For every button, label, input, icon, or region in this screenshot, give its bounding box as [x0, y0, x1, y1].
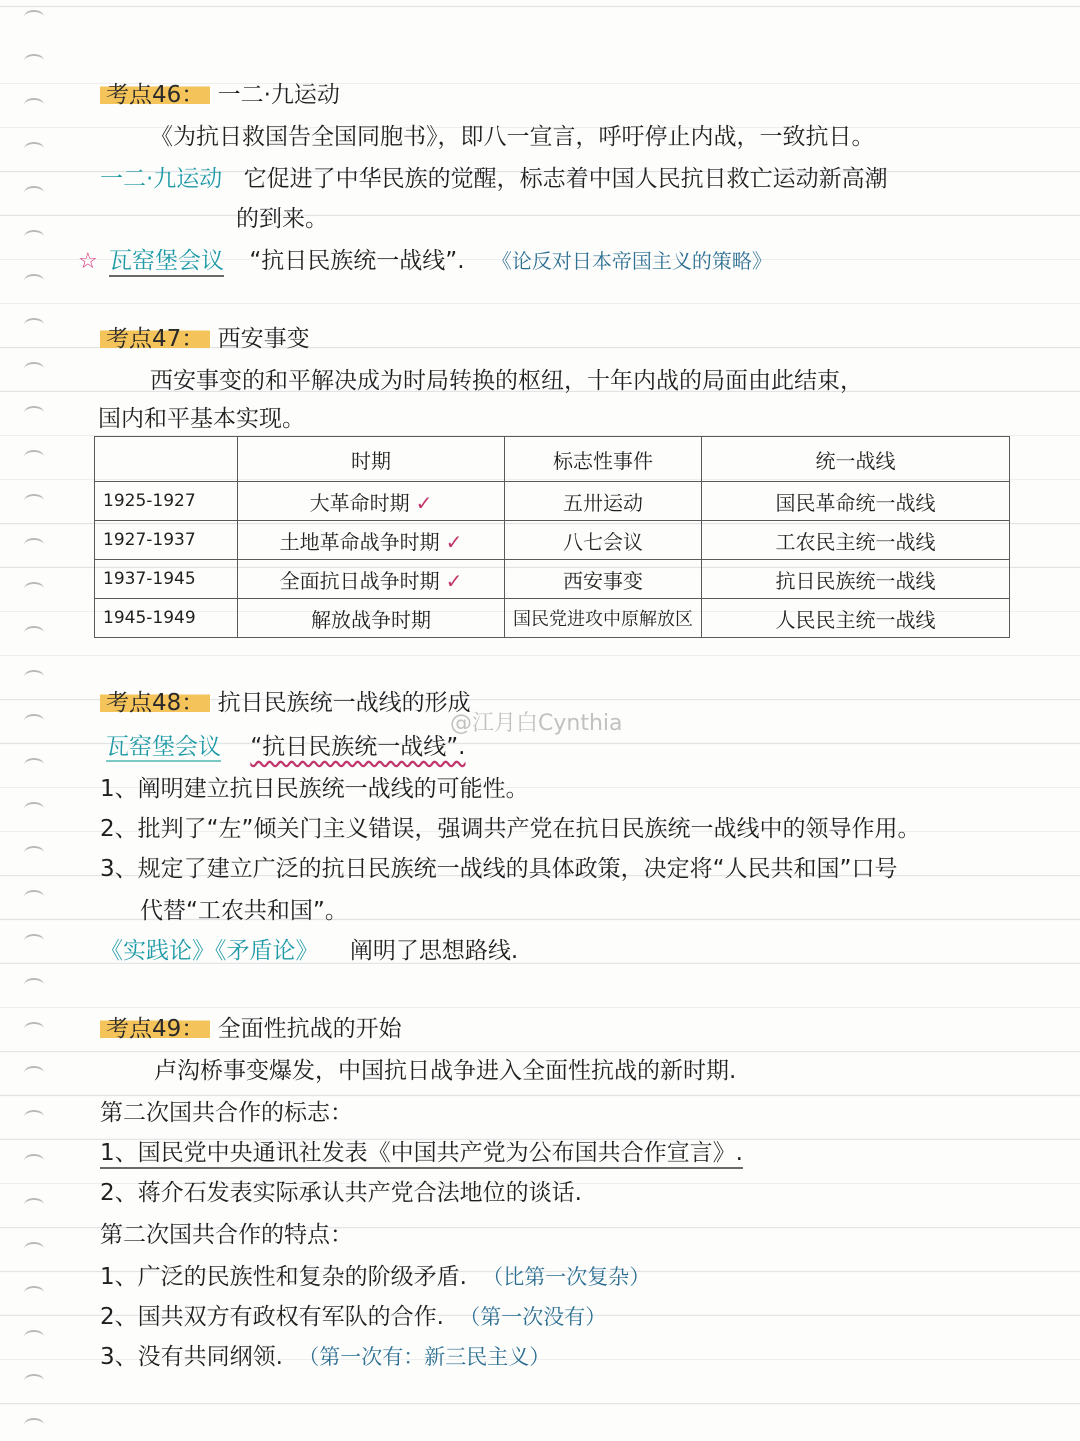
binder-hole: [24, 362, 44, 376]
s49-title: 全面性抗战的开始: [217, 1016, 402, 1042]
binder-hole: [24, 1374, 44, 1388]
s47-title: 西安事变: [217, 326, 310, 352]
table-cell-period: [238, 482, 505, 521]
s48-line6: [100, 936, 518, 966]
table-cell-period: [238, 560, 505, 599]
s49-line4: 2、蒋介石发表实际承认共产党合法地位的谈话.: [100, 1180, 582, 1206]
binder-hole: [24, 802, 44, 816]
period-text: 全面抗日战争时期: [279, 568, 440, 593]
s49-line7: [100, 1302, 606, 1332]
s46-line1: 《为抗日救国告全国同胞书》，即八一宣言，呼吁停止内战，一致抗日。: [150, 124, 875, 150]
table-cell-event: 五卅运动: [505, 482, 702, 521]
table-cell-event: 西安事变: [505, 560, 702, 599]
table-cell-period: [238, 521, 505, 560]
s48-title: 抗日民族统一战线的形成: [217, 690, 471, 716]
s49-line5: 第二次国共合作的特点：: [100, 1222, 353, 1248]
s49-line3: [100, 1138, 743, 1168]
s48-line1-quote: “抗日民族统一战线”.: [250, 734, 466, 760]
binder-hole: [24, 318, 44, 332]
table-cell-event: 国民党进攻中原解放区: [505, 599, 702, 638]
binder-hole: [24, 10, 44, 24]
s48-line2: 1、阐明建立抗日民族统一战线的可能性。: [100, 776, 529, 802]
s48-line1-label: 瓦窑堡会议: [106, 734, 221, 760]
binder-hole: [24, 1110, 44, 1124]
binder-hole: [24, 1154, 44, 1168]
binder-hole: [24, 1418, 44, 1432]
binder-hole: [24, 890, 44, 904]
period-text: 大革命时期: [309, 490, 410, 515]
binder-hole: [24, 406, 44, 420]
table-cell-years: 1925-1927: [95, 482, 238, 521]
table-row: [95, 599, 1010, 638]
s48-line3: 2、批判了“左”倾关门主义错误，强调共产党在抗日民族统一战线中的领导作用。: [100, 816, 921, 842]
s49-line6-note: （比第一次复杂）: [482, 1265, 651, 1289]
s46-line3: 的到来。: [236, 206, 328, 232]
binder-hole: [24, 1286, 44, 1300]
s46-line4-label: 瓦窑堡会议: [109, 248, 224, 277]
table-header-cell: [95, 437, 238, 482]
weibo-watermark: @江月白Cynthia: [450, 711, 623, 736]
binder-hole: [24, 186, 44, 200]
s49-line7-text: 2、国共双方有政权有军队的合作.: [100, 1304, 444, 1330]
table-cell-front: 工农民主统一战线: [702, 521, 1010, 560]
table-header-row: [95, 437, 1010, 482]
s47-line2: 国内和平基本实现。: [98, 406, 305, 432]
binder-hole: [24, 1198, 44, 1212]
binder-hole: [24, 714, 44, 728]
binder-hole: [24, 450, 44, 464]
s47-heading: [100, 324, 310, 354]
binder-hole: [24, 626, 44, 640]
checkmark-icon: ✓: [445, 568, 463, 593]
binder-holes: [14, 0, 54, 1441]
united-front-table: [94, 436, 1010, 638]
binder-hole: [24, 538, 44, 552]
s49-line2: 第二次国共合作的标志：: [100, 1100, 353, 1126]
s46-title: 一二·九运动: [217, 82, 340, 108]
period-text: 土地革命战争时期: [279, 529, 440, 554]
star-icon: ☆: [78, 249, 98, 274]
binder-hole: [24, 1022, 44, 1036]
s46-line2: [100, 164, 888, 194]
s48-line5: 代替“工农共和国”。: [140, 898, 348, 924]
table-row: [95, 560, 1010, 599]
s49-line6: [100, 1262, 650, 1292]
s47-line1: 西安事变的和平解决成为时局转换的枢纽，十年内战的局面由此结束，: [150, 368, 863, 394]
table-header-cell: 时期: [238, 437, 505, 482]
binder-hole: [24, 978, 44, 992]
s46-line2-label: 一二·九运动: [100, 166, 223, 192]
s49-line8: [100, 1342, 550, 1372]
s48-tag: 考点48：: [100, 690, 210, 716]
table-cell-period: 解放战争时期: [238, 599, 505, 638]
s48-line4: 3、规定了建立广泛的抗日民族统一战线的具体政策，决定将“人民共和国”口号: [100, 856, 898, 882]
s48-line6-books: 《实践论》《矛盾论》: [100, 938, 319, 964]
table-cell-front: 人民民主统一战线: [702, 599, 1010, 638]
binder-hole: [24, 846, 44, 860]
s46-line2-text: 它促进了中华民族的觉醒，标志着中国人民抗日救亡运动新高潮: [243, 166, 888, 192]
s46-tag: 考点46：: [100, 82, 210, 108]
table-cell-years: 1937-1945: [95, 560, 238, 599]
s49-line8-text: 3、没有共同纲领.: [100, 1344, 283, 1370]
binder-hole: [24, 1242, 44, 1256]
binder-hole: [24, 934, 44, 948]
binder-hole: [24, 274, 44, 288]
s49-heading: [100, 1014, 402, 1044]
s49-line7-note: （第一次没有）: [459, 1305, 607, 1329]
checkmark-icon: ✓: [415, 490, 433, 515]
s48-line1: [106, 732, 465, 762]
s46-line4-quote: “抗日民族统一战线”.: [249, 248, 465, 274]
table-cell-front: 抗日民族统一战线: [702, 560, 1010, 599]
binder-hole: [24, 1066, 44, 1080]
s46-heading: [100, 80, 340, 110]
s49-line1: 卢沟桥事变爆发，中国抗日战争进入全面性抗战的新时期.: [154, 1058, 737, 1084]
binder-hole: [24, 1330, 44, 1344]
s46-line4-book: 《论反对日本帝国主义的策略》: [491, 249, 772, 273]
table-cell-front: 国民革命统一战线: [702, 482, 1010, 521]
s49-line8-note: （第一次有：新三民主义）: [298, 1345, 551, 1369]
binder-hole: [24, 230, 44, 244]
s48-line6-text: 阐明了思想路线.: [349, 938, 519, 964]
s49-line3-text: 1、国民党中央通讯社发表《中国共产党为公布国共合作宣言》.: [100, 1140, 743, 1169]
binder-hole: [24, 142, 44, 156]
checkmark-icon: ✓: [445, 529, 463, 554]
binder-hole: [24, 670, 44, 684]
table-header-cell: 标志性事件: [505, 437, 702, 482]
table-row: [95, 521, 1010, 560]
s49-tag: 考点49：: [100, 1016, 210, 1042]
binder-hole: [24, 758, 44, 772]
table-header-cell: 统一战线: [702, 437, 1010, 482]
binder-hole: [24, 582, 44, 596]
binder-hole: [24, 98, 44, 112]
table-cell-event: 八七会议: [505, 521, 702, 560]
binder-hole: [24, 494, 44, 508]
s47-tag: 考点47：: [100, 326, 210, 352]
table-cell-years: 1927-1937: [95, 521, 238, 560]
s49-line6-text: 1、广泛的民族性和复杂的阶级矛盾.: [100, 1264, 467, 1290]
table-row: [95, 482, 1010, 521]
binder-hole: [24, 54, 44, 68]
s48-heading: [100, 688, 471, 718]
table-cell-years: 1945-1949: [95, 599, 238, 638]
s46-line4: [78, 246, 772, 277]
